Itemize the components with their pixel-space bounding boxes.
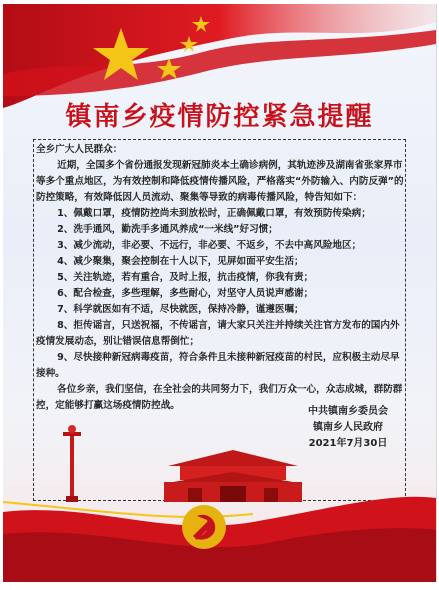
greeting: 全乡广大人民群众： <box>36 144 123 155</box>
list-item: 1、佩戴口罩，疫情防控尚未到放松时，正确佩戴口罩，有效预防传染病； <box>57 208 371 219</box>
page-title: 镇南乡疫情防控紧急提醒 <box>65 102 374 132</box>
list-item: 8、拒传谣言，只送祝福，不传谣言，请大家只关注并持续关注官方发布的国内外疫情发展动态，别让错误信息帮倒忙； <box>36 320 400 347</box>
signature-date: 2021年7月30日 <box>308 438 388 449</box>
signature-line: 中共镇南乡委员会 <box>308 406 388 417</box>
list-item: 6、配合检查，多些理解，多些耐心，对坚守人员说声感谢； <box>57 288 314 299</box>
list-item: 9、尽快接种新冠病毒疫苗，符合条件且未接种新冠疫苗的村民，应积极主动尽早接种。 <box>36 352 400 379</box>
poster <box>3 4 437 582</box>
closing-paragraph: 各位乡亲，我们坚信，在全社会的共同努力下，我们万众一心，众志成城，群防群控，定能够打赢这场疫情防控战。 <box>36 384 403 411</box>
list-item: 4、减少聚集，聚会控制在十人以下，见屏如面平安生活； <box>57 256 304 267</box>
list-item: 5、关注轨迹，若有重合，及时上报，抗击疫情，你我有责； <box>57 272 314 283</box>
list-item: 7、科学就医如有不适，尽快就医，保持冷静，谨遵医嘱； <box>57 304 304 315</box>
emblem-icon <box>179 502 229 552</box>
list-item: 2、洗手通风，勤洗手多通风养成“一米线”好习惯； <box>57 224 278 235</box>
notice-body <box>36 142 406 414</box>
list-item: 3、减少流动，非必要、不远行，非必要、不返乡，不去中高风险地区； <box>57 240 362 251</box>
signature-line: 镇南乡人民政府 <box>313 422 383 433</box>
intro-paragraph: 近期，全国多个省份通报发现新冠肺炎本土确诊病例，其轨迹涉及湖南省张家界市等多个重点地区，为有效控制和降低疫情传播风险，严格落实“外防输入、内防反弹”的防控策略，有效降低因人员流动、聚集等导致的病毒传播风险，特告知如下： <box>36 160 404 203</box>
